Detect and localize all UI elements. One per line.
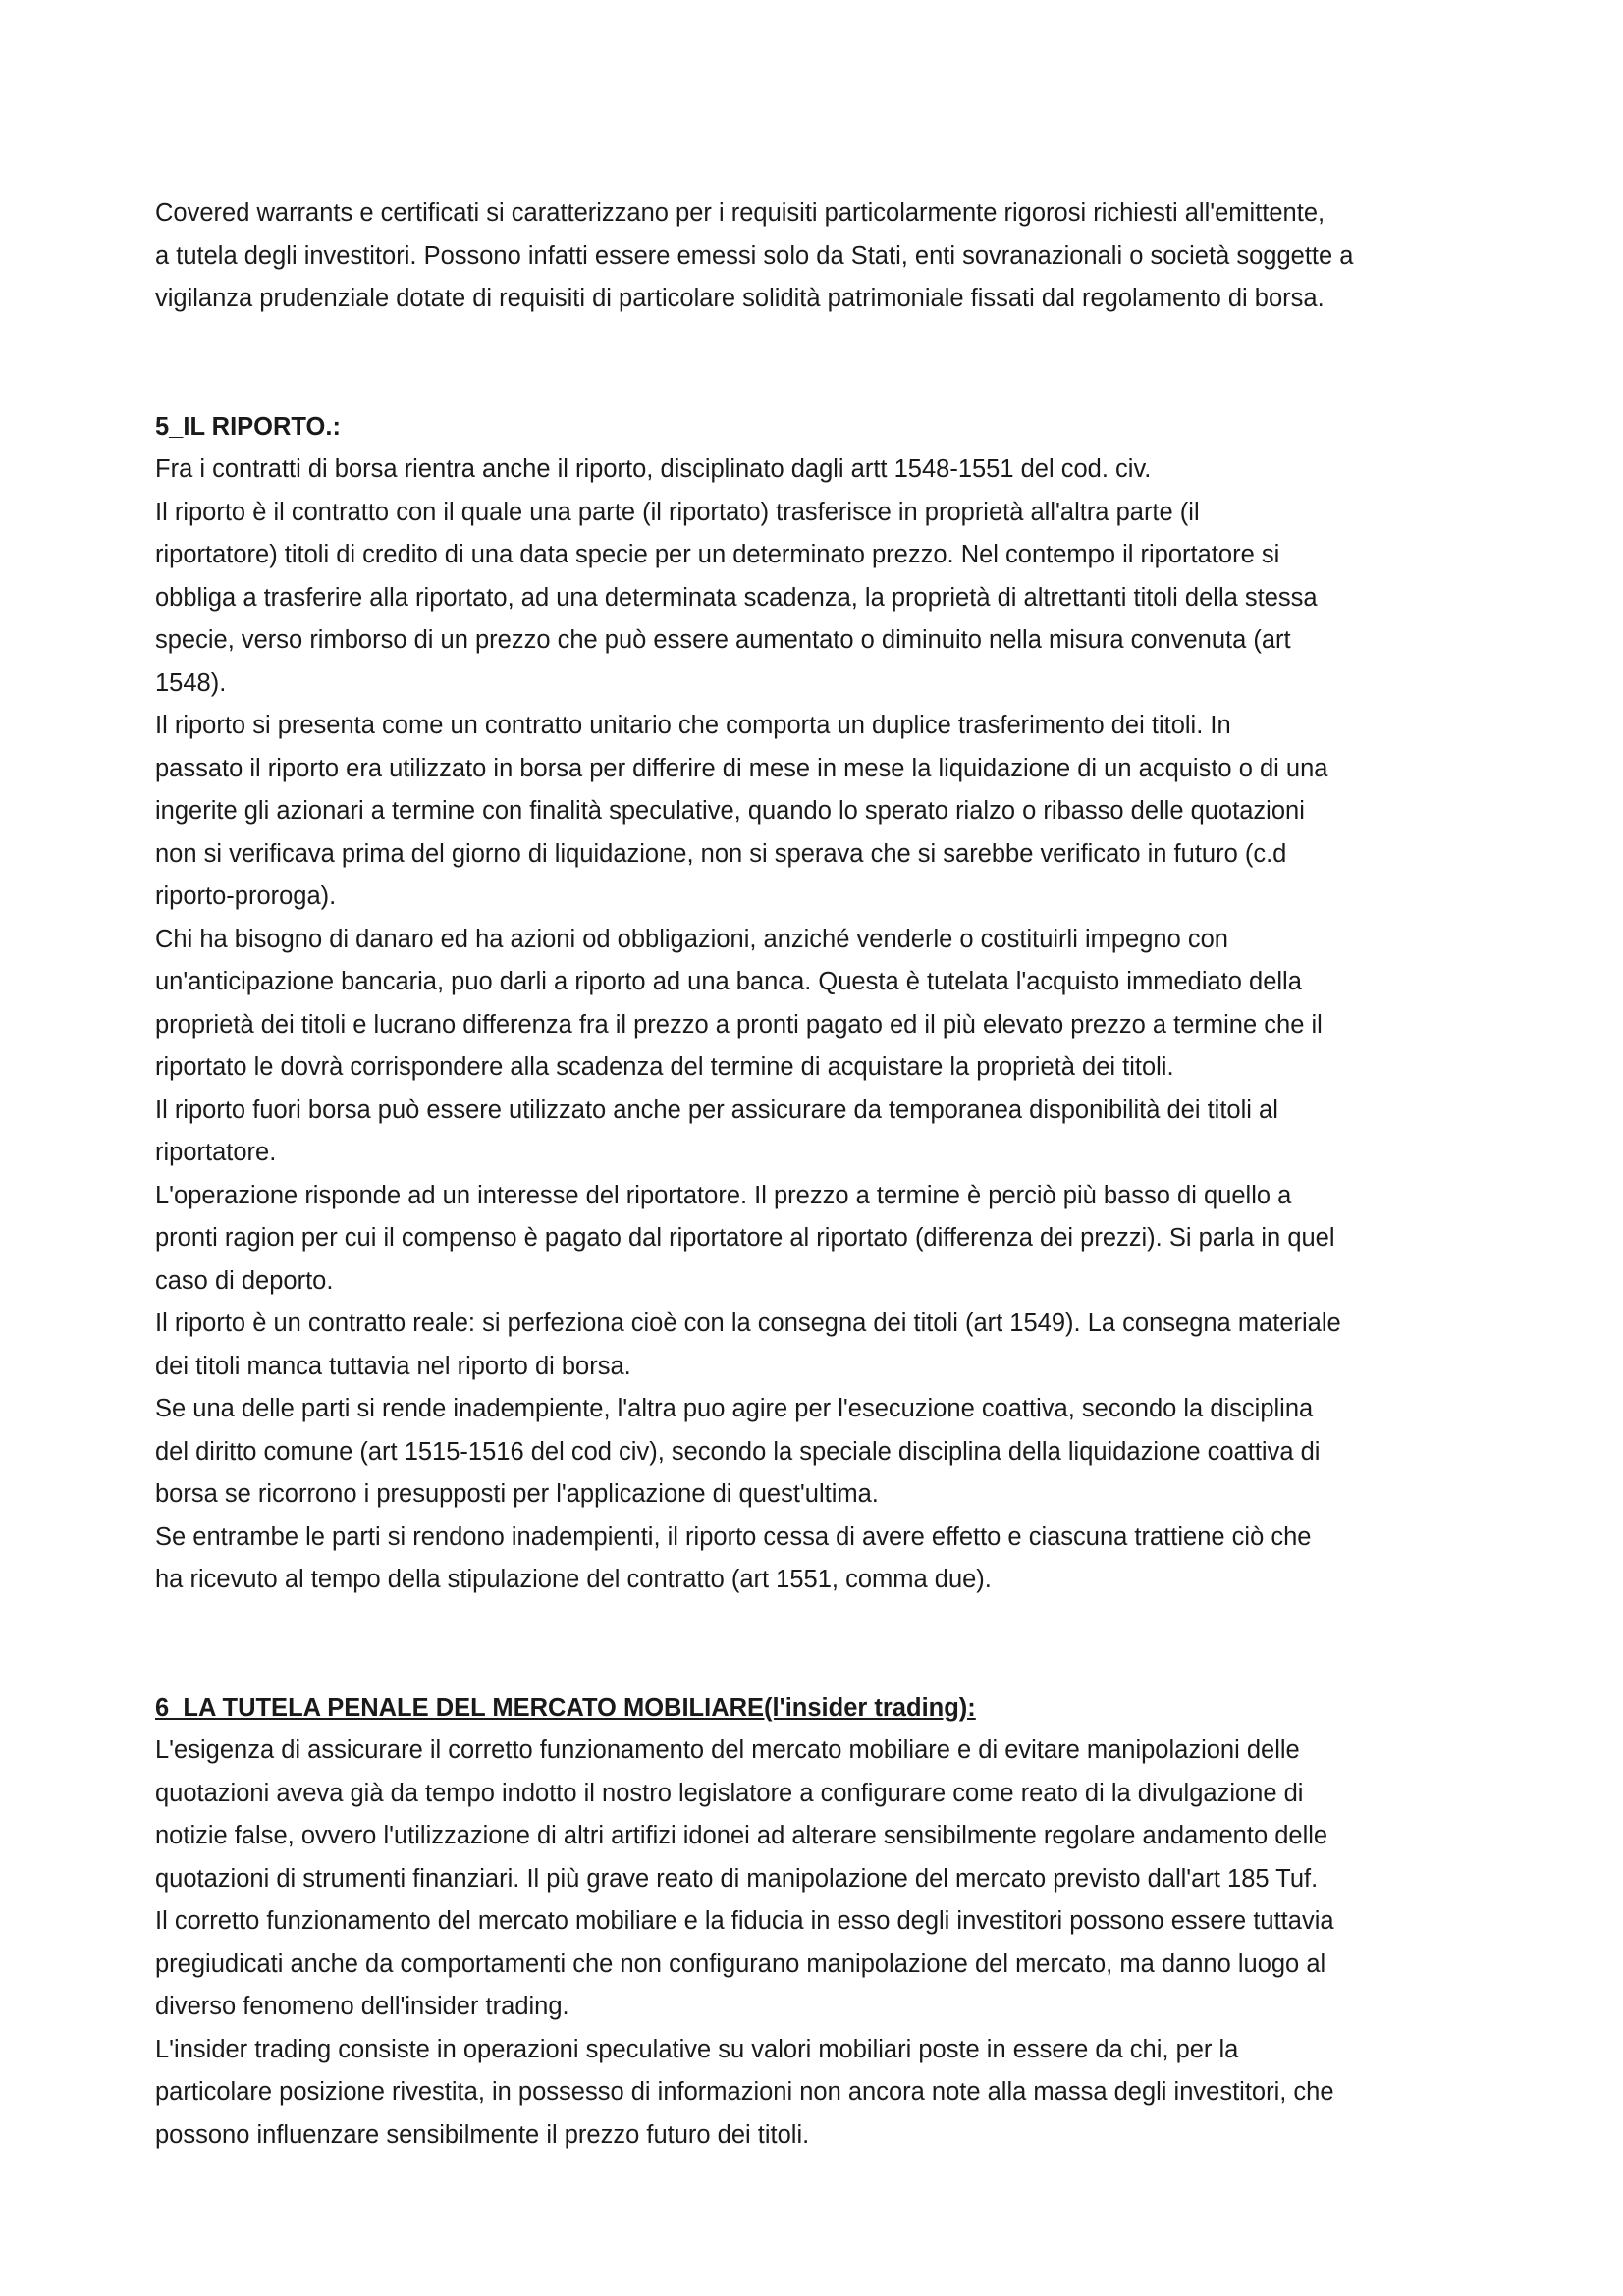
text-line: riportato le dovrà corrispondere alla scadenza del termine di acquistare la proprietà dei titoli.	[155, 1053, 1174, 1081]
text-line: Il riporto fuori borsa può essere utilizzato anche per assicurare da temporanea disponibilità dei titoli al	[155, 1095, 1278, 1124]
section-riporto	[155, 406, 1481, 1602]
document-page	[155, 192, 1481, 2157]
text-line: specie, verso rimborso di un prezzo che può essere aumentato o diminuito nella misura convenuta (art	[155, 626, 1291, 654]
text-line: Il riporto si presenta come un contratto unitario che comporta un duplice trasferimento dei titoli. In	[155, 712, 1231, 739]
text-line: non si verificava prima del giorno di liquidazione, non si sperava che si sarebbe verificato in futuro (c.d	[155, 839, 1287, 868]
text-line: caso di deporto.	[155, 1266, 334, 1295]
text-line: particolare posizione rivestita, in possesso di informazioni non ancora note alla massa degli investitori, che	[155, 2078, 1334, 2106]
text-line: Il riporto è il contratto con il quale una parte (il riportato) trasferisce in proprietà all'altra parte (il	[155, 498, 1200, 526]
text-line: Covered warrants e certificati si caratterizzano per i requisiti particolarmente rigorosi richiesti all'emittente,	[155, 199, 1325, 227]
intro-paragraph	[155, 192, 1481, 321]
text-line: borsa se ricorrono i presupposti per l'applicazione di quest'ultima.	[155, 1480, 879, 1508]
text-line: L'esigenza di assicurare il corretto funzionamento del mercato mobiliare e di evitare manipolazioni delle	[155, 1736, 1300, 1764]
text-line: possono influenzare sensibilmente il prezzo futuro dei titoli.	[155, 2120, 810, 2149]
text-line: passato il riporto era utilizzato in borsa per differire di mese in mese la liquidazione di un acquisto o di una	[155, 754, 1328, 782]
text-line: Il riporto è un contratto reale: si perfeziona cioè con la consegna dei titoli (art 1549). La consegna materiale	[155, 1309, 1341, 1337]
text-line: pregiudicati anche da comportamenti che non configurano manipolazione del mercato, ma danno luogo al	[155, 1949, 1326, 1978]
text-line: ingerite gli azionari a termine con finalità speculative, quando lo sperato rialzo o ribasso delle quotazioni	[155, 797, 1305, 825]
text-line: obbliga a trasferire alla riportato, ad una determinata scadenza, la proprietà di altrettanti titoli della stessa	[155, 583, 1318, 612]
text-line: Se entrambe le parti si rendono inadempienti, il riporto cessa di avere effetto e ciascuna trattiene ciò che	[155, 1522, 1312, 1551]
text-line: Fra i contratti di borsa rientra anche il riporto, disciplinato dagli artt 1548-1551 del cod. civ.	[155, 455, 1152, 483]
section-spacer	[155, 1602, 1481, 1687]
text-line: ha ricevuto al tempo della stipulazione del contratto (art 1551, comma due).	[155, 1566, 992, 1593]
text-line: dei titoli manca tuttavia nel riporto di borsa.	[155, 1352, 631, 1380]
section-heading: 5_IL RIPORTO.:	[155, 412, 341, 441]
text-line: Il corretto funzionamento del mercato mobiliare e la fiducia in esso degli investitori possono essere tuttavia	[155, 1907, 1334, 1935]
text-line: vigilanza prudenziale dotate di requisiti di particolare solidità patrimoniale fissati dal regolamento di borsa.	[155, 285, 1325, 312]
text-line: del diritto comune (art 1515-1516 del cod civ), secondo la speciale disciplina della liquidazione coattiva di	[155, 1437, 1321, 1466]
text-line: quotazioni di strumenti finanziari. Il più grave reato di manipolazione del mercato previsto dall'art 185 Tuf.	[155, 1864, 1319, 1893]
text-line: Chi ha bisogno di danaro ed ha azioni od obbligazioni, anziché venderle o costituirli impegno con	[155, 925, 1228, 953]
text-line: un'anticipazione bancaria, puo darli a riporto ad una banca. Questa è tutelata l'acquisto immediato della	[155, 968, 1302, 995]
section-heading: 6_LA TUTELA PENALE DEL MERCATO MOBILIARE(l'insider trading):	[155, 1693, 976, 1722]
text-line: proprietà dei titoli e lucrano differenza fra il prezzo a pronti pagato ed il più elevato prezzo a termine che il	[155, 1010, 1323, 1039]
text-line: L'insider trading consiste in operazioni speculative su valori mobiliari poste in essere da chi, per la	[155, 2035, 1239, 2063]
text-line: quotazioni aveva già da tempo indotto il nostro legislatore a configurare come reato di la divulgazione di	[155, 1779, 1304, 1807]
text-line: 1548).	[155, 668, 227, 697]
text-line: a tutela degli investitori. Possono infatti essere emessi solo da Stati, enti sovranazionali o società soggette a	[155, 241, 1354, 270]
text-line: riportatore.	[155, 1139, 277, 1166]
section-spacer	[155, 321, 1481, 406]
text-line: L'operazione risponde ad un interesse del riportatore. Il prezzo a termine è perciò più basso di quello a	[155, 1181, 1292, 1209]
text-line: pronti ragion per cui il compenso è pagato dal riportatore al riportato (differenza dei prezzi). Si parla in quel	[155, 1224, 1335, 1252]
text-line: riporto-proroga).	[155, 882, 337, 910]
section-tutela-penale	[155, 1687, 1481, 2158]
text-line: Se una delle parti si rende inadempiente, l'altra puo agire per l'esecuzione coattiva, secondo la disciplina	[155, 1395, 1314, 1422]
text-line: riportatore) titoli di credito di una data specie per un determinato prezzo. Nel contempo il riportatore si	[155, 541, 1280, 568]
text-line: diverso fenomeno dell'insider trading.	[155, 1993, 569, 2020]
text-line: notizie false, ovvero l'utilizzazione di altri artifizi idonei ad alterare sensibilmente regolare andamento delle	[155, 1822, 1328, 1849]
